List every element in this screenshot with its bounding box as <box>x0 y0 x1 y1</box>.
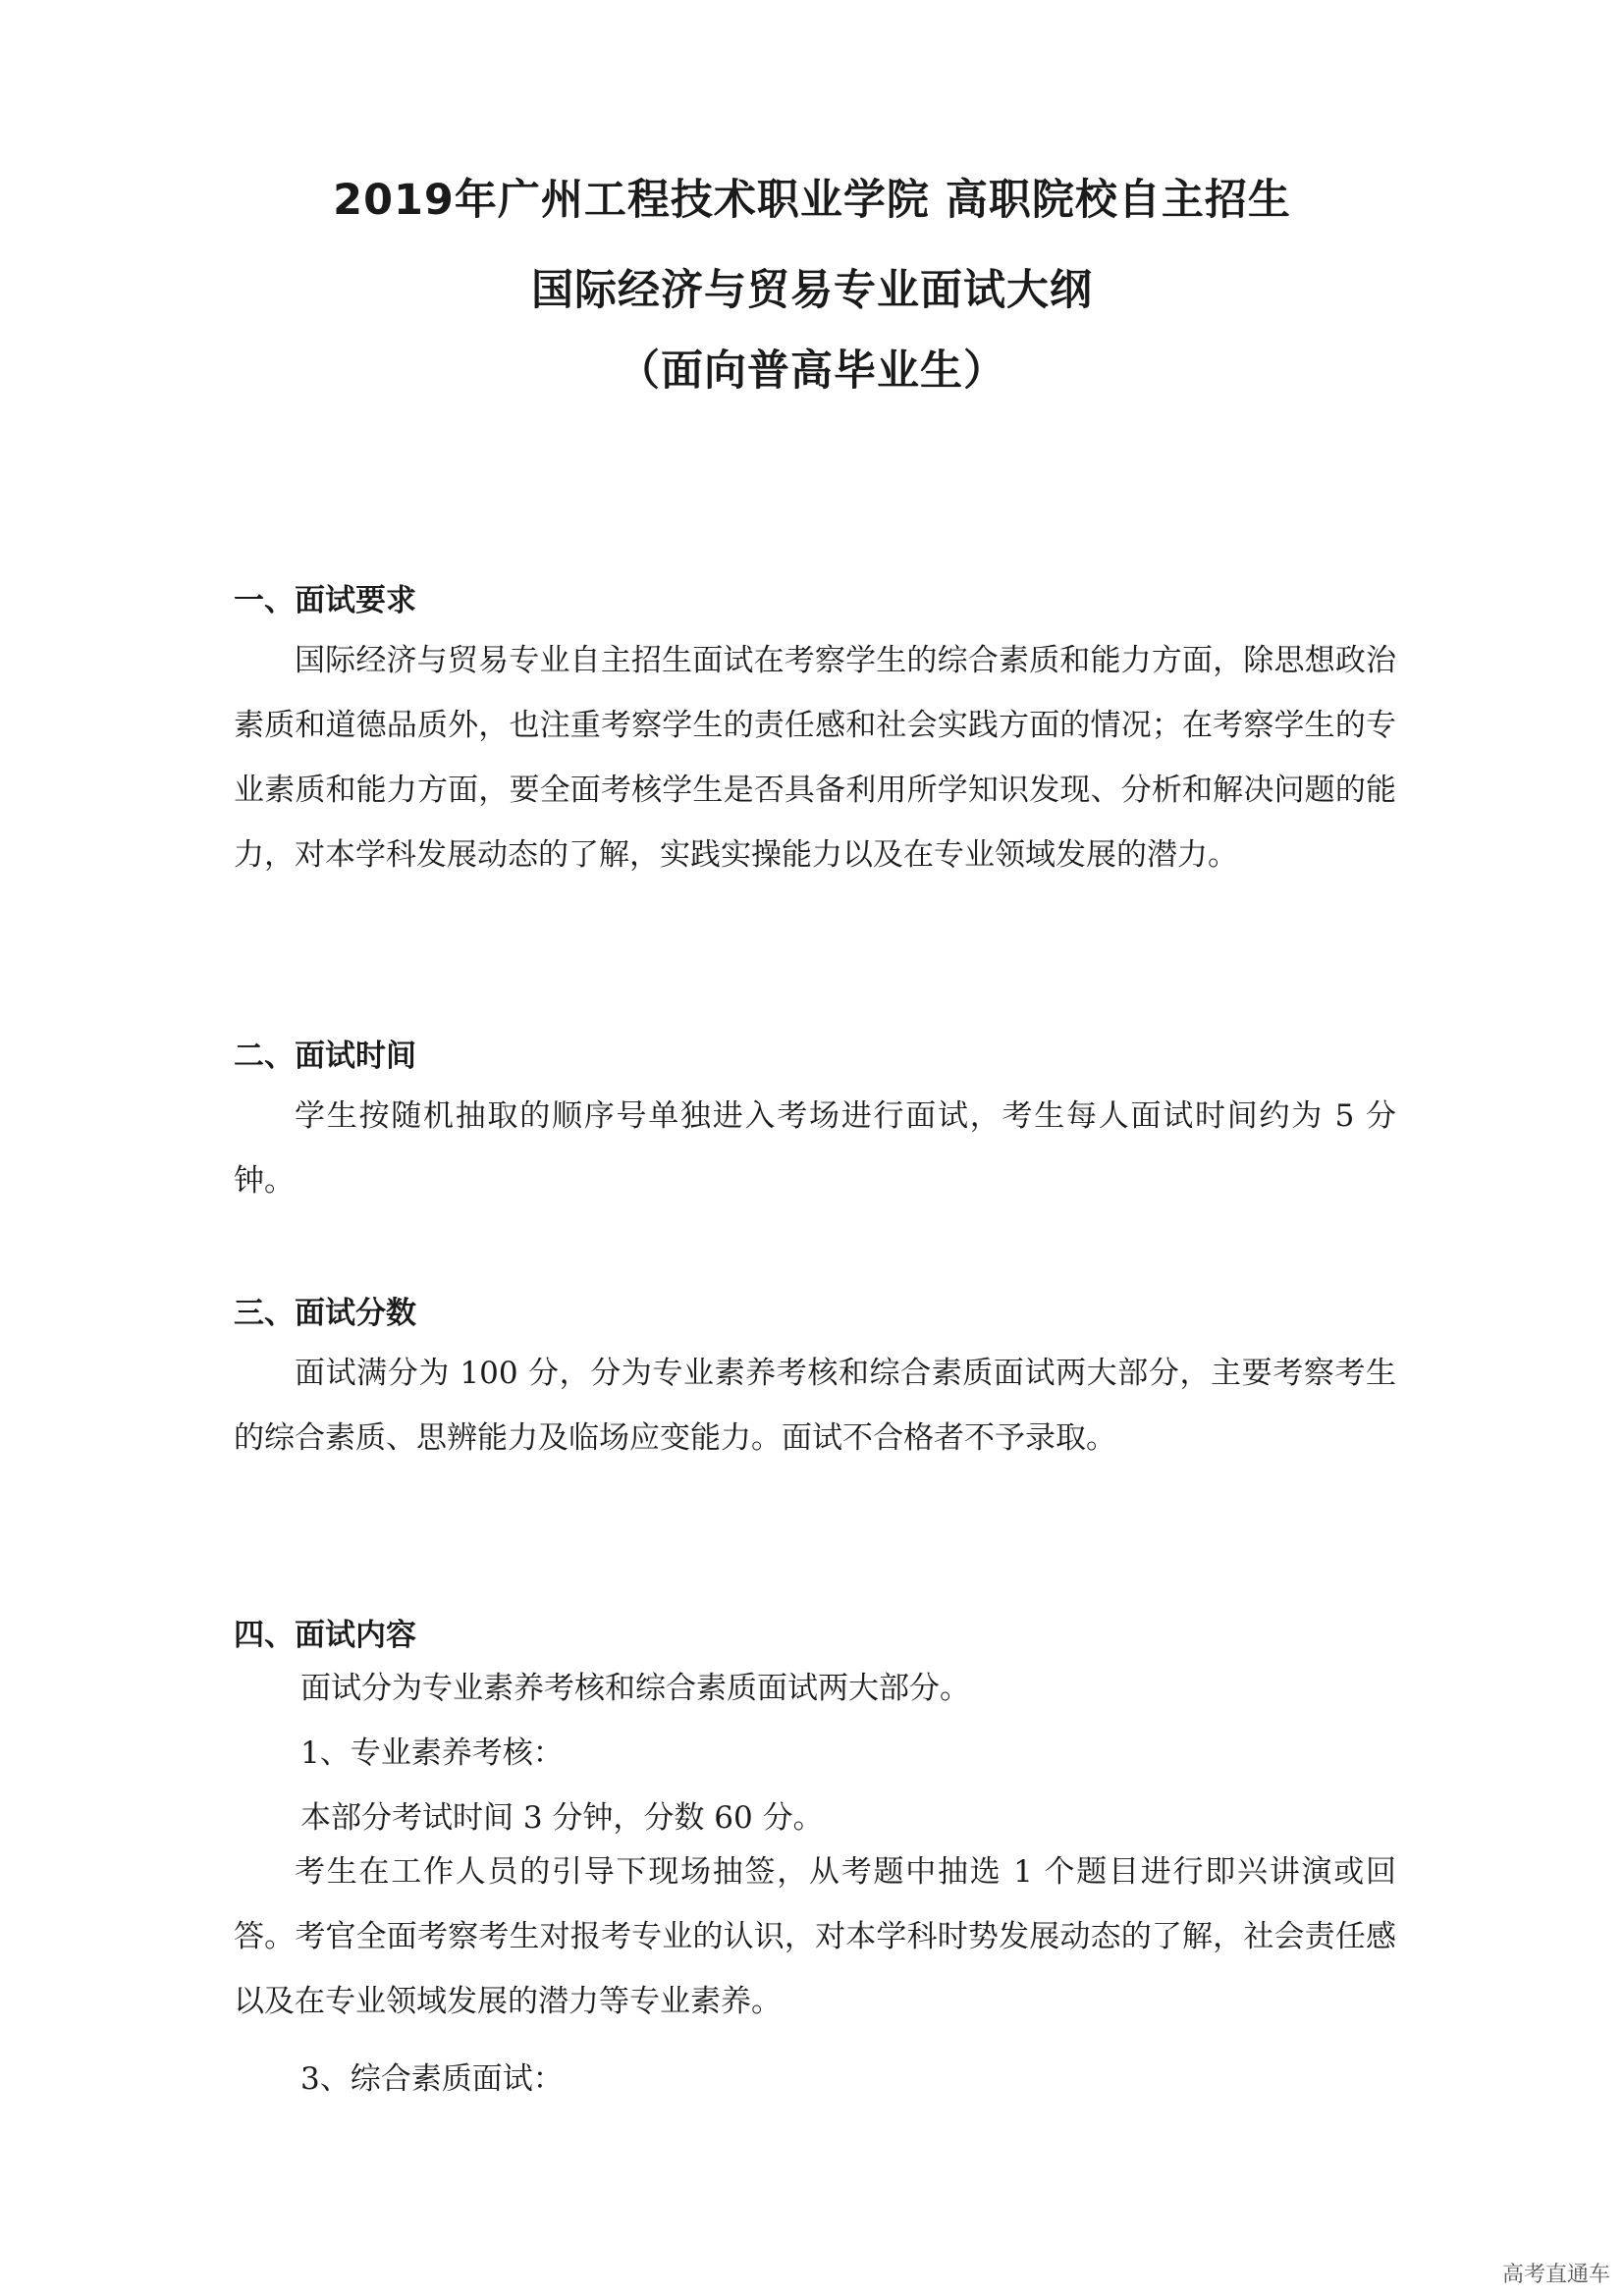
content-item1-title: 1、专业素养考核： <box>300 1735 564 1771</box>
section-paragraph-time: 学生按随机抽取的顺序号单独进入考场进行面试，考生每人面试时间约为 5 分钟。 <box>234 1098 1396 1199</box>
document-title-line3: （面向普高毕业生） <box>618 347 1006 396</box>
section-paragraph-requirements: 国际经济与贸易专业自主招生面试在考察学生的综合素质和能力方面，除思想政治素质和道德品质外，也注重考察学生的责任感和社会实践方面的情况；在考察学生的专业素质和能力方面，要全面考核学生是否具备利用所学知识发现、分析和解决问题的能力，对本学科发展动态的了解，实践实操能力以及在专业领域发展的潜力。 <box>234 643 1396 873</box>
content-item1-time: 本部分考试时间 3 分钟，分数 60 分。 <box>300 1800 824 1836</box>
document-title-line2: 国际经济与贸易专业面试大纲 <box>531 266 1093 315</box>
section-heading-score: 三、面试分数 <box>234 1296 416 1331</box>
section-heading-content: 四、面试内容 <box>234 1618 416 1653</box>
section-heading-time: 二、面试时间 <box>234 1039 416 1074</box>
document-title-line1: 2019年广州工程技术职业学院 高职院校自主招生 <box>333 176 1291 225</box>
watermark: 高考直通车 <box>1501 2263 1610 2287</box>
content-intro: 面试分为专业素养考核和综合素质面试两大部分。 <box>300 1671 970 1706</box>
section-paragraph-score: 面试满分为 100 分，分为专业素养考核和综合素质面试两大部分，主要考察考生的综合素质、思辨能力及临场应变能力。面试不合格者不予录取。 <box>234 1356 1396 1456</box>
content-item3-title: 3、综合素质面试： <box>300 2061 564 2097</box>
section-heading-requirements: 一、面试要求 <box>234 583 416 618</box>
content-item1-description: 考生在工作人员的引导下现场抽签，从考题中抽选 1 个题目进行即兴讲演或回答。考官全面考察考生对报考专业的认识，对本学科时势发展动态的了解，社会责任感以及在专业领域发展的潜力等专业素养。 <box>234 1854 1396 2019</box>
